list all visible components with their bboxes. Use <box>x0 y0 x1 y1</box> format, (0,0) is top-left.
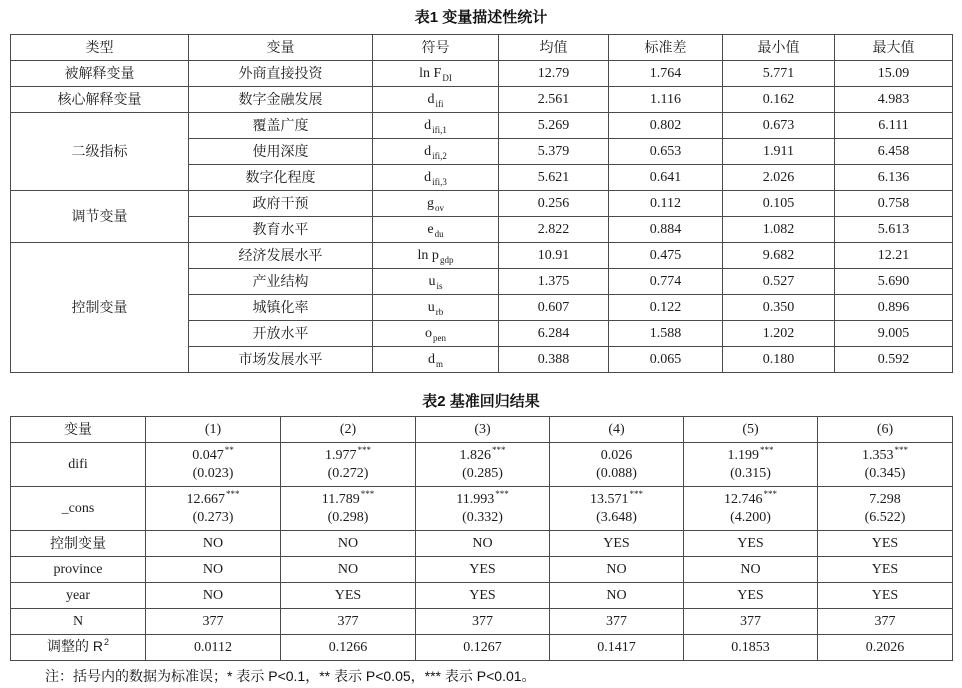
significance-stars: *** <box>226 488 240 499</box>
mean-cell: 0.388 <box>499 347 609 373</box>
value-cell: 0.1417 <box>550 635 684 661</box>
min-cell: 2.026 <box>723 165 835 191</box>
coefficient <box>818 444 952 465</box>
row-label-superscript: 2 <box>103 637 109 647</box>
significance-stars: *** <box>360 488 375 499</box>
variable-cell: 数字化程度 <box>189 165 373 191</box>
row-label <box>11 635 146 661</box>
symbol-base: d <box>424 169 432 185</box>
min-cell: 0.162 <box>723 87 835 113</box>
coefficient <box>416 444 549 465</box>
symbol-cell <box>373 243 499 269</box>
sd-cell: 0.641 <box>609 165 723 191</box>
max-cell: 0.592 <box>835 347 953 373</box>
table-row <box>11 635 953 661</box>
table-row <box>11 531 953 557</box>
coefficient <box>416 488 549 509</box>
estimate-cell <box>416 443 550 487</box>
table2-header-row <box>11 417 953 443</box>
mean-cell: 5.621 <box>499 165 609 191</box>
min-cell: 1.202 <box>723 321 835 347</box>
header-model-6: (6) <box>818 417 953 443</box>
header-model-4: (4) <box>550 417 684 443</box>
min-cell: 5.771 <box>723 61 835 87</box>
symbol-subscript: ifi <box>435 98 444 109</box>
table-row <box>11 487 953 531</box>
table-row <box>11 61 953 87</box>
max-cell: 5.690 <box>835 269 953 295</box>
mean-cell: 0.607 <box>499 295 609 321</box>
header-max: 最大值 <box>835 35 953 61</box>
standard-error: (6.522) <box>864 509 906 525</box>
estimate-cell <box>146 443 281 487</box>
coefficient <box>550 447 683 465</box>
value-cell: NO <box>146 583 281 609</box>
table-row <box>11 243 953 269</box>
symbol-cell <box>373 139 499 165</box>
value-cell: NO <box>146 531 281 557</box>
value-cell: YES <box>281 583 416 609</box>
significance-stars: *** <box>629 488 643 499</box>
estimate-cell <box>818 487 953 531</box>
symbol-cell <box>373 295 499 321</box>
coefficient-value: 11.993 <box>456 491 495 507</box>
standard-error: (0.023) <box>192 465 234 481</box>
sd-cell: 0.065 <box>609 347 723 373</box>
table2-title: 表2 基准回归结果 <box>422 393 540 410</box>
value-cell: YES <box>550 531 684 557</box>
variable-cell: 覆盖广度 <box>189 113 373 139</box>
coefficient-value: 0.047 <box>192 447 224 463</box>
symbol-base: ln F <box>419 65 442 81</box>
significance-stars: *** <box>357 444 371 455</box>
standard-error: (0.088) <box>596 465 637 481</box>
sd-cell: 0.774 <box>609 269 723 295</box>
coefficient-value: 11.789 <box>321 491 360 507</box>
table-row <box>11 557 953 583</box>
standard-error: (0.345) <box>864 465 906 481</box>
coefficient-value: 1.826 <box>459 447 491 463</box>
min-cell: 0.350 <box>723 295 835 321</box>
header-model-5: (5) <box>684 417 818 443</box>
table-row <box>11 583 953 609</box>
header-model-3: (3) <box>416 417 550 443</box>
value-cell: YES <box>818 583 953 609</box>
row-label: _cons <box>11 487 146 531</box>
estimate-cell <box>281 487 416 531</box>
sd-cell: 0.802 <box>609 113 723 139</box>
max-cell: 6.111 <box>835 113 953 139</box>
standard-error: (0.272) <box>327 465 369 481</box>
symbol-subscript: du <box>434 228 444 239</box>
header-mean: 均值 <box>499 35 609 61</box>
coefficient-value: 7.298 <box>869 491 901 507</box>
table-row <box>11 191 953 217</box>
coefficient <box>684 444 817 465</box>
min-cell: 0.673 <box>723 113 835 139</box>
type-cell: 调节变量 <box>11 191 189 243</box>
table-row <box>11 113 953 139</box>
value-cell: NO <box>550 557 684 583</box>
value-cell: 377 <box>281 609 416 635</box>
significance-stars: *** <box>760 444 774 455</box>
mean-cell: 1.375 <box>499 269 609 295</box>
mean-cell: 5.379 <box>499 139 609 165</box>
value-cell: 377 <box>684 609 818 635</box>
value-cell: 377 <box>416 609 550 635</box>
table-note: 注：括号内的数据为标准误；* 表示 P<0.1，** 表示 P<0.05，*** 表示 P<0.01。 <box>45 668 536 684</box>
standard-error: (0.298) <box>327 509 369 525</box>
value-cell: 0.0112 <box>146 635 281 661</box>
significance-stars: *** <box>763 488 777 499</box>
standard-error: (0.285) <box>462 465 503 481</box>
symbol-base: u <box>427 299 435 315</box>
coefficient <box>146 488 280 509</box>
max-cell: 9.005 <box>835 321 953 347</box>
variable-cell: 开放水平 <box>189 321 373 347</box>
estimate-cell <box>146 487 281 531</box>
symbol-subscript: ifi,3 <box>432 176 447 187</box>
coefficient <box>281 444 415 465</box>
max-cell: 5.613 <box>835 217 953 243</box>
variable-cell: 外商直接投资 <box>189 61 373 87</box>
sd-cell: 1.116 <box>609 87 723 113</box>
header-model-1: (1) <box>146 417 281 443</box>
table-row <box>11 609 953 635</box>
type-cell: 核心解释变量 <box>11 87 189 113</box>
symbol-cell <box>373 269 499 295</box>
symbol-base: g <box>427 195 434 211</box>
sd-cell: 0.122 <box>609 295 723 321</box>
variable-cell: 产业结构 <box>189 269 373 295</box>
standard-error: (0.332) <box>462 509 503 525</box>
symbol-subscript: rb <box>435 306 444 317</box>
value-cell: 0.1267 <box>416 635 550 661</box>
symbol-subscript: ifi,1 <box>432 124 447 135</box>
significance-stars: *** <box>495 488 509 499</box>
symbol-base: u <box>428 273 436 289</box>
value-cell: 0.2026 <box>818 635 953 661</box>
standard-error: (4.200) <box>730 509 771 525</box>
header-min: 最小值 <box>723 35 835 61</box>
symbol-cell <box>373 87 499 113</box>
coefficient-value: 1.199 <box>727 447 759 463</box>
mean-cell: 2.561 <box>499 87 609 113</box>
coefficient-value: 12.746 <box>724 491 763 507</box>
value-cell: YES <box>684 583 818 609</box>
value-cell: NO <box>281 557 416 583</box>
symbol-cell <box>373 113 499 139</box>
header-variable: 变量 <box>11 417 146 443</box>
symbol-subscript: ov <box>435 202 444 213</box>
min-cell: 9.682 <box>723 243 835 269</box>
value-cell: NO <box>281 531 416 557</box>
value-cell: NO <box>550 583 684 609</box>
estimate-cell <box>684 443 818 487</box>
min-cell: 1.082 <box>723 217 835 243</box>
coefficient-value: 1.977 <box>325 447 357 463</box>
variable-cell: 教育水平 <box>189 217 373 243</box>
symbol-base: e <box>427 221 434 237</box>
baseline-regression-table <box>10 416 953 661</box>
coefficient <box>281 488 415 509</box>
mean-cell: 0.256 <box>499 191 609 217</box>
value-cell: YES <box>416 583 550 609</box>
value-cell: 377 <box>146 609 281 635</box>
variable-cell: 数字金融发展 <box>189 87 373 113</box>
max-cell: 15.09 <box>835 61 953 87</box>
coefficient-value: 13.571 <box>590 491 629 507</box>
sd-cell: 1.764 <box>609 61 723 87</box>
value-cell: YES <box>684 531 818 557</box>
value-cell: NO <box>146 557 281 583</box>
header-type: 类型 <box>11 35 189 61</box>
mean-cell: 6.284 <box>499 321 609 347</box>
coefficient <box>550 488 683 509</box>
symbol-subscript: m <box>435 358 443 369</box>
value-cell: NO <box>684 557 818 583</box>
symbol-cell <box>373 321 499 347</box>
row-label: province <box>11 557 146 583</box>
value-cell: NO <box>416 531 550 557</box>
estimate-cell <box>818 443 953 487</box>
standard-error: (0.273) <box>192 509 234 525</box>
value-cell: 0.1853 <box>684 635 818 661</box>
estimate-cell <box>550 487 684 531</box>
symbol-cell <box>373 191 499 217</box>
variable-cell: 使用深度 <box>189 139 373 165</box>
mean-cell: 12.79 <box>499 61 609 87</box>
table1-header-row <box>11 35 953 61</box>
estimate-cell <box>550 443 684 487</box>
row-label-text: 调整的 R <box>46 638 103 654</box>
min-cell: 0.527 <box>723 269 835 295</box>
table-row <box>11 87 953 113</box>
value-cell: 0.1266 <box>281 635 416 661</box>
max-cell: 6.458 <box>835 139 953 165</box>
coefficient-value: 12.667 <box>186 491 225 507</box>
max-cell: 0.896 <box>835 295 953 321</box>
sd-cell: 0.884 <box>609 217 723 243</box>
symbol-subscript: DI <box>442 72 452 83</box>
value-cell: YES <box>818 531 953 557</box>
sd-cell: 0.112 <box>609 191 723 217</box>
max-cell: 6.136 <box>835 165 953 191</box>
mean-cell: 5.269 <box>499 113 609 139</box>
mean-cell: 2.822 <box>499 217 609 243</box>
min-cell: 0.105 <box>723 191 835 217</box>
max-cell: 12.21 <box>835 243 953 269</box>
min-cell: 1.911 <box>723 139 835 165</box>
value-cell: YES <box>416 557 550 583</box>
estimate-cell <box>281 443 416 487</box>
symbol-base: d <box>424 117 432 133</box>
symbol-base: o <box>425 325 432 341</box>
header-variable: 变量 <box>189 35 373 61</box>
significance-stars: ** <box>224 444 234 455</box>
header-symbol: 符号 <box>373 35 499 61</box>
coefficient <box>818 491 952 509</box>
coefficient <box>684 488 817 509</box>
table-row <box>11 443 953 487</box>
symbol-base: d <box>427 91 435 107</box>
coefficient-value: 1.353 <box>862 447 894 463</box>
row-label: year <box>11 583 146 609</box>
variable-cell: 政府干预 <box>189 191 373 217</box>
symbol-subscript: is <box>436 280 443 291</box>
variable-cell: 经济发展水平 <box>189 243 373 269</box>
mean-cell: 10.91 <box>499 243 609 269</box>
type-cell: 控制变量 <box>11 243 189 373</box>
symbol-base: d <box>424 143 432 159</box>
symbol-base: d <box>427 351 435 367</box>
standard-error: (3.648) <box>596 509 637 525</box>
sd-cell: 0.475 <box>609 243 723 269</box>
symbol-cell <box>373 165 499 191</box>
value-cell: YES <box>818 557 953 583</box>
type-cell: 被解释变量 <box>11 61 189 87</box>
symbol-subscript: pen <box>433 332 446 343</box>
significance-stars: *** <box>894 444 908 455</box>
estimate-cell <box>416 487 550 531</box>
coefficient <box>146 444 280 465</box>
sd-cell: 0.653 <box>609 139 723 165</box>
sd-cell: 1.588 <box>609 321 723 347</box>
variable-cell: 市场发展水平 <box>189 347 373 373</box>
symbol-cell <box>373 61 499 87</box>
row-label: difi <box>11 443 146 487</box>
descriptive-statistics-table <box>10 34 953 373</box>
row-label: 控制变量 <box>11 531 146 557</box>
symbol-cell <box>373 217 499 243</box>
header-sd: 标准差 <box>609 35 723 61</box>
estimate-cell <box>684 487 818 531</box>
standard-error: (0.315) <box>730 465 771 481</box>
max-cell: 0.758 <box>835 191 953 217</box>
symbol-subscript: ifi,2 <box>432 150 447 161</box>
significance-stars: *** <box>492 444 506 455</box>
type-cell: 二级指标 <box>11 113 189 191</box>
min-cell: 0.180 <box>723 347 835 373</box>
value-cell: 377 <box>818 609 953 635</box>
header-model-2: (2) <box>281 417 416 443</box>
max-cell: 4.983 <box>835 87 953 113</box>
symbol-base: ln p <box>417 247 439 263</box>
row-label: N <box>11 609 146 635</box>
symbol-cell <box>373 347 499 373</box>
variable-cell: 城镇化率 <box>189 295 373 321</box>
coefficient-value: 0.026 <box>600 447 633 463</box>
symbol-subscript: gdp <box>439 254 454 265</box>
value-cell: 377 <box>550 609 684 635</box>
table1-title: 表1 变量描述性统计 <box>414 9 548 26</box>
